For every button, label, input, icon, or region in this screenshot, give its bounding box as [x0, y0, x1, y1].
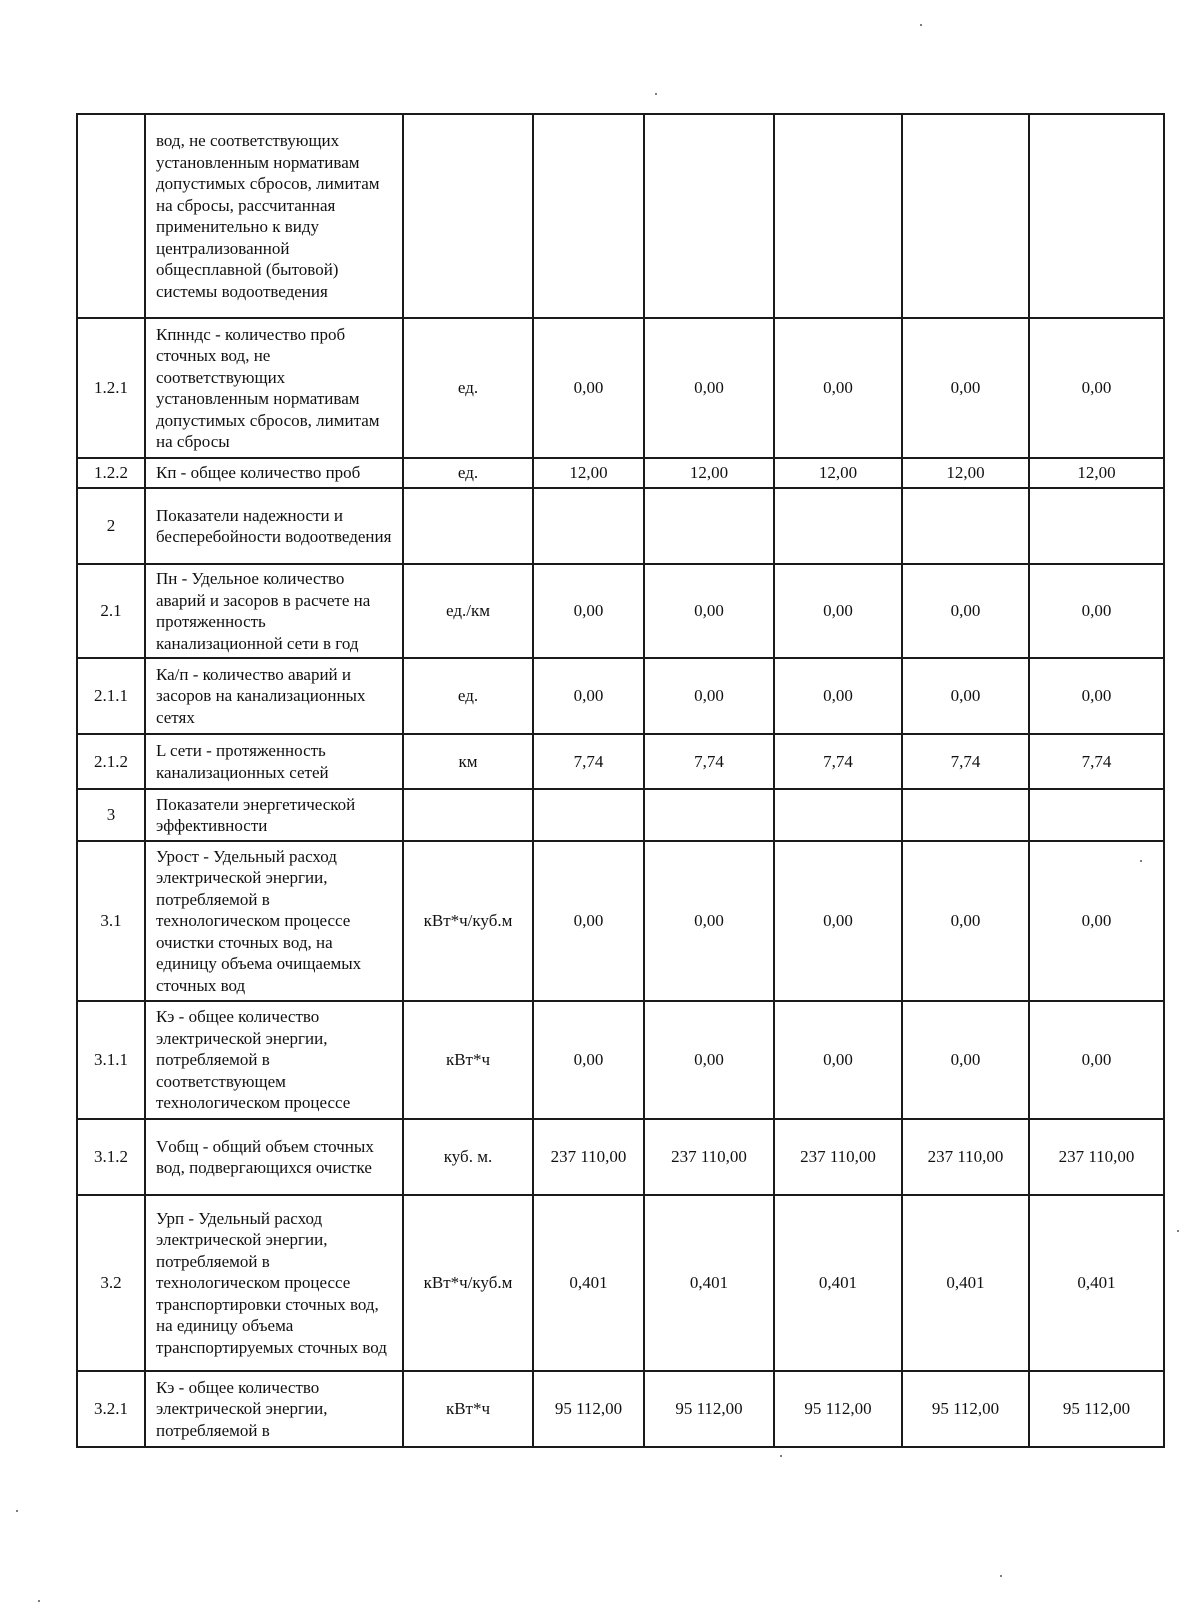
- indicator-description: Vобщ - общий объем сточных вод, подвергающихся очистке: [145, 1119, 403, 1195]
- unit-cell: кВт*ч/куб.м: [403, 841, 533, 1001]
- table-row: [77, 789, 1164, 841]
- unit-cell: км: [403, 734, 533, 789]
- value-cell: 0,00: [1029, 318, 1164, 458]
- value-cell: 0,00: [533, 1001, 644, 1119]
- value-cell: 0,401: [644, 1195, 774, 1371]
- row-number: 3.1.1: [77, 1001, 145, 1119]
- value-cell: [644, 488, 774, 564]
- scan-speck: [1177, 1230, 1179, 1232]
- table-row: [77, 1119, 1164, 1195]
- value-cell: 7,74: [644, 734, 774, 789]
- value-cell: [533, 789, 644, 841]
- table-row: [77, 1001, 1164, 1119]
- scan-speck: [655, 93, 657, 95]
- indicator-description: Ка/п - количество аварий и засоров на канализационных сетях: [145, 658, 403, 734]
- value-cell: 0,00: [902, 318, 1029, 458]
- value-cell: 0,00: [774, 1001, 902, 1119]
- indicator-description: вод, не соответствующих установленным нормативам допустимых сбросов, лимитам на сбросы, рассчитанная применительно к виду централизованной общесплавной (бытовой) системы водоотведения: [145, 114, 403, 318]
- unit-cell: [403, 488, 533, 564]
- value-cell: 95 112,00: [774, 1371, 902, 1447]
- value-cell: 0,401: [902, 1195, 1029, 1371]
- unit-cell: кВт*ч: [403, 1001, 533, 1119]
- row-number: 2.1.2: [77, 734, 145, 789]
- table-row: [77, 318, 1164, 458]
- value-cell: [774, 114, 902, 318]
- indicator-description: Кп - общее количество проб: [145, 458, 403, 488]
- scan-speck: [1140, 860, 1142, 862]
- unit-cell: ед./км: [403, 564, 533, 658]
- scan-speck: [920, 24, 922, 26]
- value-cell: [774, 789, 902, 841]
- unit-cell: кВт*ч/куб.м: [403, 1195, 533, 1371]
- value-cell: 0,00: [774, 564, 902, 658]
- row-number: 2.1: [77, 564, 145, 658]
- indicator-description: Кэ - общее количество электрической энергии, потребляемой в: [145, 1371, 403, 1447]
- value-cell: 0,00: [774, 841, 902, 1001]
- value-cell: 12,00: [902, 458, 1029, 488]
- value-cell: 0,00: [644, 1001, 774, 1119]
- scan-speck: [780, 1455, 782, 1457]
- value-cell: 95 112,00: [1029, 1371, 1164, 1447]
- row-number: 3.2: [77, 1195, 145, 1371]
- value-cell: 237 110,00: [533, 1119, 644, 1195]
- row-number: [77, 114, 145, 318]
- unit-cell: [403, 114, 533, 318]
- value-cell: 7,74: [1029, 734, 1164, 789]
- unit-cell: кВт*ч: [403, 1371, 533, 1447]
- value-cell: [644, 789, 774, 841]
- row-number: 3.1: [77, 841, 145, 1001]
- unit-cell: куб. м.: [403, 1119, 533, 1195]
- value-cell: [902, 488, 1029, 564]
- value-cell: [1029, 114, 1164, 318]
- value-cell: 0,00: [1029, 1001, 1164, 1119]
- indicator-description: Урп - Удельный расход электрической энергии, потребляемой в технологическом процессе транспортировки сточных вод, на единицу объема транспортируемых сточных вод: [145, 1195, 403, 1371]
- value-cell: 0,00: [644, 318, 774, 458]
- value-cell: 0,00: [644, 658, 774, 734]
- scan-speck: [16, 1510, 18, 1512]
- indicator-description: Показатели надежности и бесперебойности водоотведения: [145, 488, 403, 564]
- value-cell: [533, 488, 644, 564]
- row-number: 1.2.1: [77, 318, 145, 458]
- value-cell: 237 110,00: [902, 1119, 1029, 1195]
- value-cell: 0,00: [533, 318, 644, 458]
- value-cell: 0,00: [902, 564, 1029, 658]
- value-cell: 95 112,00: [533, 1371, 644, 1447]
- row-number: 3.2.1: [77, 1371, 145, 1447]
- value-cell: 237 110,00: [644, 1119, 774, 1195]
- table-row: [77, 114, 1164, 318]
- value-cell: [1029, 789, 1164, 841]
- table-row: [77, 841, 1164, 1001]
- value-cell: 12,00: [644, 458, 774, 488]
- table-row: [77, 658, 1164, 734]
- value-cell: 0,00: [533, 658, 644, 734]
- value-cell: 0,00: [1029, 658, 1164, 734]
- value-cell: [902, 789, 1029, 841]
- row-number: 2: [77, 488, 145, 564]
- unit-cell: ед.: [403, 318, 533, 458]
- row-number: 3: [77, 789, 145, 841]
- indicator-description: L сети - протяженность канализационных сетей: [145, 734, 403, 789]
- value-cell: 95 112,00: [902, 1371, 1029, 1447]
- indicator-description: Кпнндс - количество проб сточных вод, не соответствующих установленным нормативам допустимых сбросов, лимитам на сбросы: [145, 318, 403, 458]
- row-number: 1.2.2: [77, 458, 145, 488]
- value-cell: 7,74: [902, 734, 1029, 789]
- value-cell: 0,00: [533, 564, 644, 658]
- value-cell: 0,00: [533, 841, 644, 1001]
- table-row: [77, 488, 1164, 564]
- indicator-description: Урост - Удельный расход электрической энергии, потребляемой в технологическом процессе очистки сточных вод, на единицу объема очищаемых сточных вод: [145, 841, 403, 1001]
- value-cell: 95 112,00: [644, 1371, 774, 1447]
- indicators-table: [76, 113, 1165, 1448]
- indicator-description: Пн - Удельное количество аварий и засоров в расчете на протяженность канализационной сети в год: [145, 564, 403, 658]
- table-row: [77, 1371, 1164, 1447]
- unit-cell: [403, 789, 533, 841]
- indicator-description: Кэ - общее количество электрической энергии, потребляемой в соответствующем технологическом процессе: [145, 1001, 403, 1119]
- value-cell: 0,00: [902, 1001, 1029, 1119]
- value-cell: 0,00: [902, 658, 1029, 734]
- value-cell: 12,00: [533, 458, 644, 488]
- table-row: [77, 734, 1164, 789]
- scan-speck: [38, 1600, 40, 1602]
- value-cell: 0,00: [644, 564, 774, 658]
- value-cell: 0,401: [533, 1195, 644, 1371]
- row-number: 2.1.1: [77, 658, 145, 734]
- value-cell: [533, 114, 644, 318]
- table-row: [77, 458, 1164, 488]
- value-cell: 0,00: [902, 841, 1029, 1001]
- value-cell: [902, 114, 1029, 318]
- indicator-description: Показатели энергетической эффективности: [145, 789, 403, 841]
- unit-cell: ед.: [403, 458, 533, 488]
- unit-cell: ед.: [403, 658, 533, 734]
- table-row: [77, 564, 1164, 658]
- value-cell: 12,00: [774, 458, 902, 488]
- value-cell: 12,00: [1029, 458, 1164, 488]
- value-cell: [774, 488, 902, 564]
- value-cell: 0,00: [774, 658, 902, 734]
- value-cell: 0,401: [1029, 1195, 1164, 1371]
- value-cell: 0,00: [774, 318, 902, 458]
- value-cell: 0,00: [1029, 564, 1164, 658]
- value-cell: 237 110,00: [774, 1119, 902, 1195]
- value-cell: 0,00: [644, 841, 774, 1001]
- row-number: 3.1.2: [77, 1119, 145, 1195]
- value-cell: 237 110,00: [1029, 1119, 1164, 1195]
- value-cell: 7,74: [533, 734, 644, 789]
- value-cell: 0,00: [1029, 841, 1164, 1001]
- value-cell: [1029, 488, 1164, 564]
- value-cell: 7,74: [774, 734, 902, 789]
- scan-speck: [1000, 1575, 1002, 1577]
- value-cell: 0,401: [774, 1195, 902, 1371]
- value-cell: [644, 114, 774, 318]
- table-row: [77, 1195, 1164, 1371]
